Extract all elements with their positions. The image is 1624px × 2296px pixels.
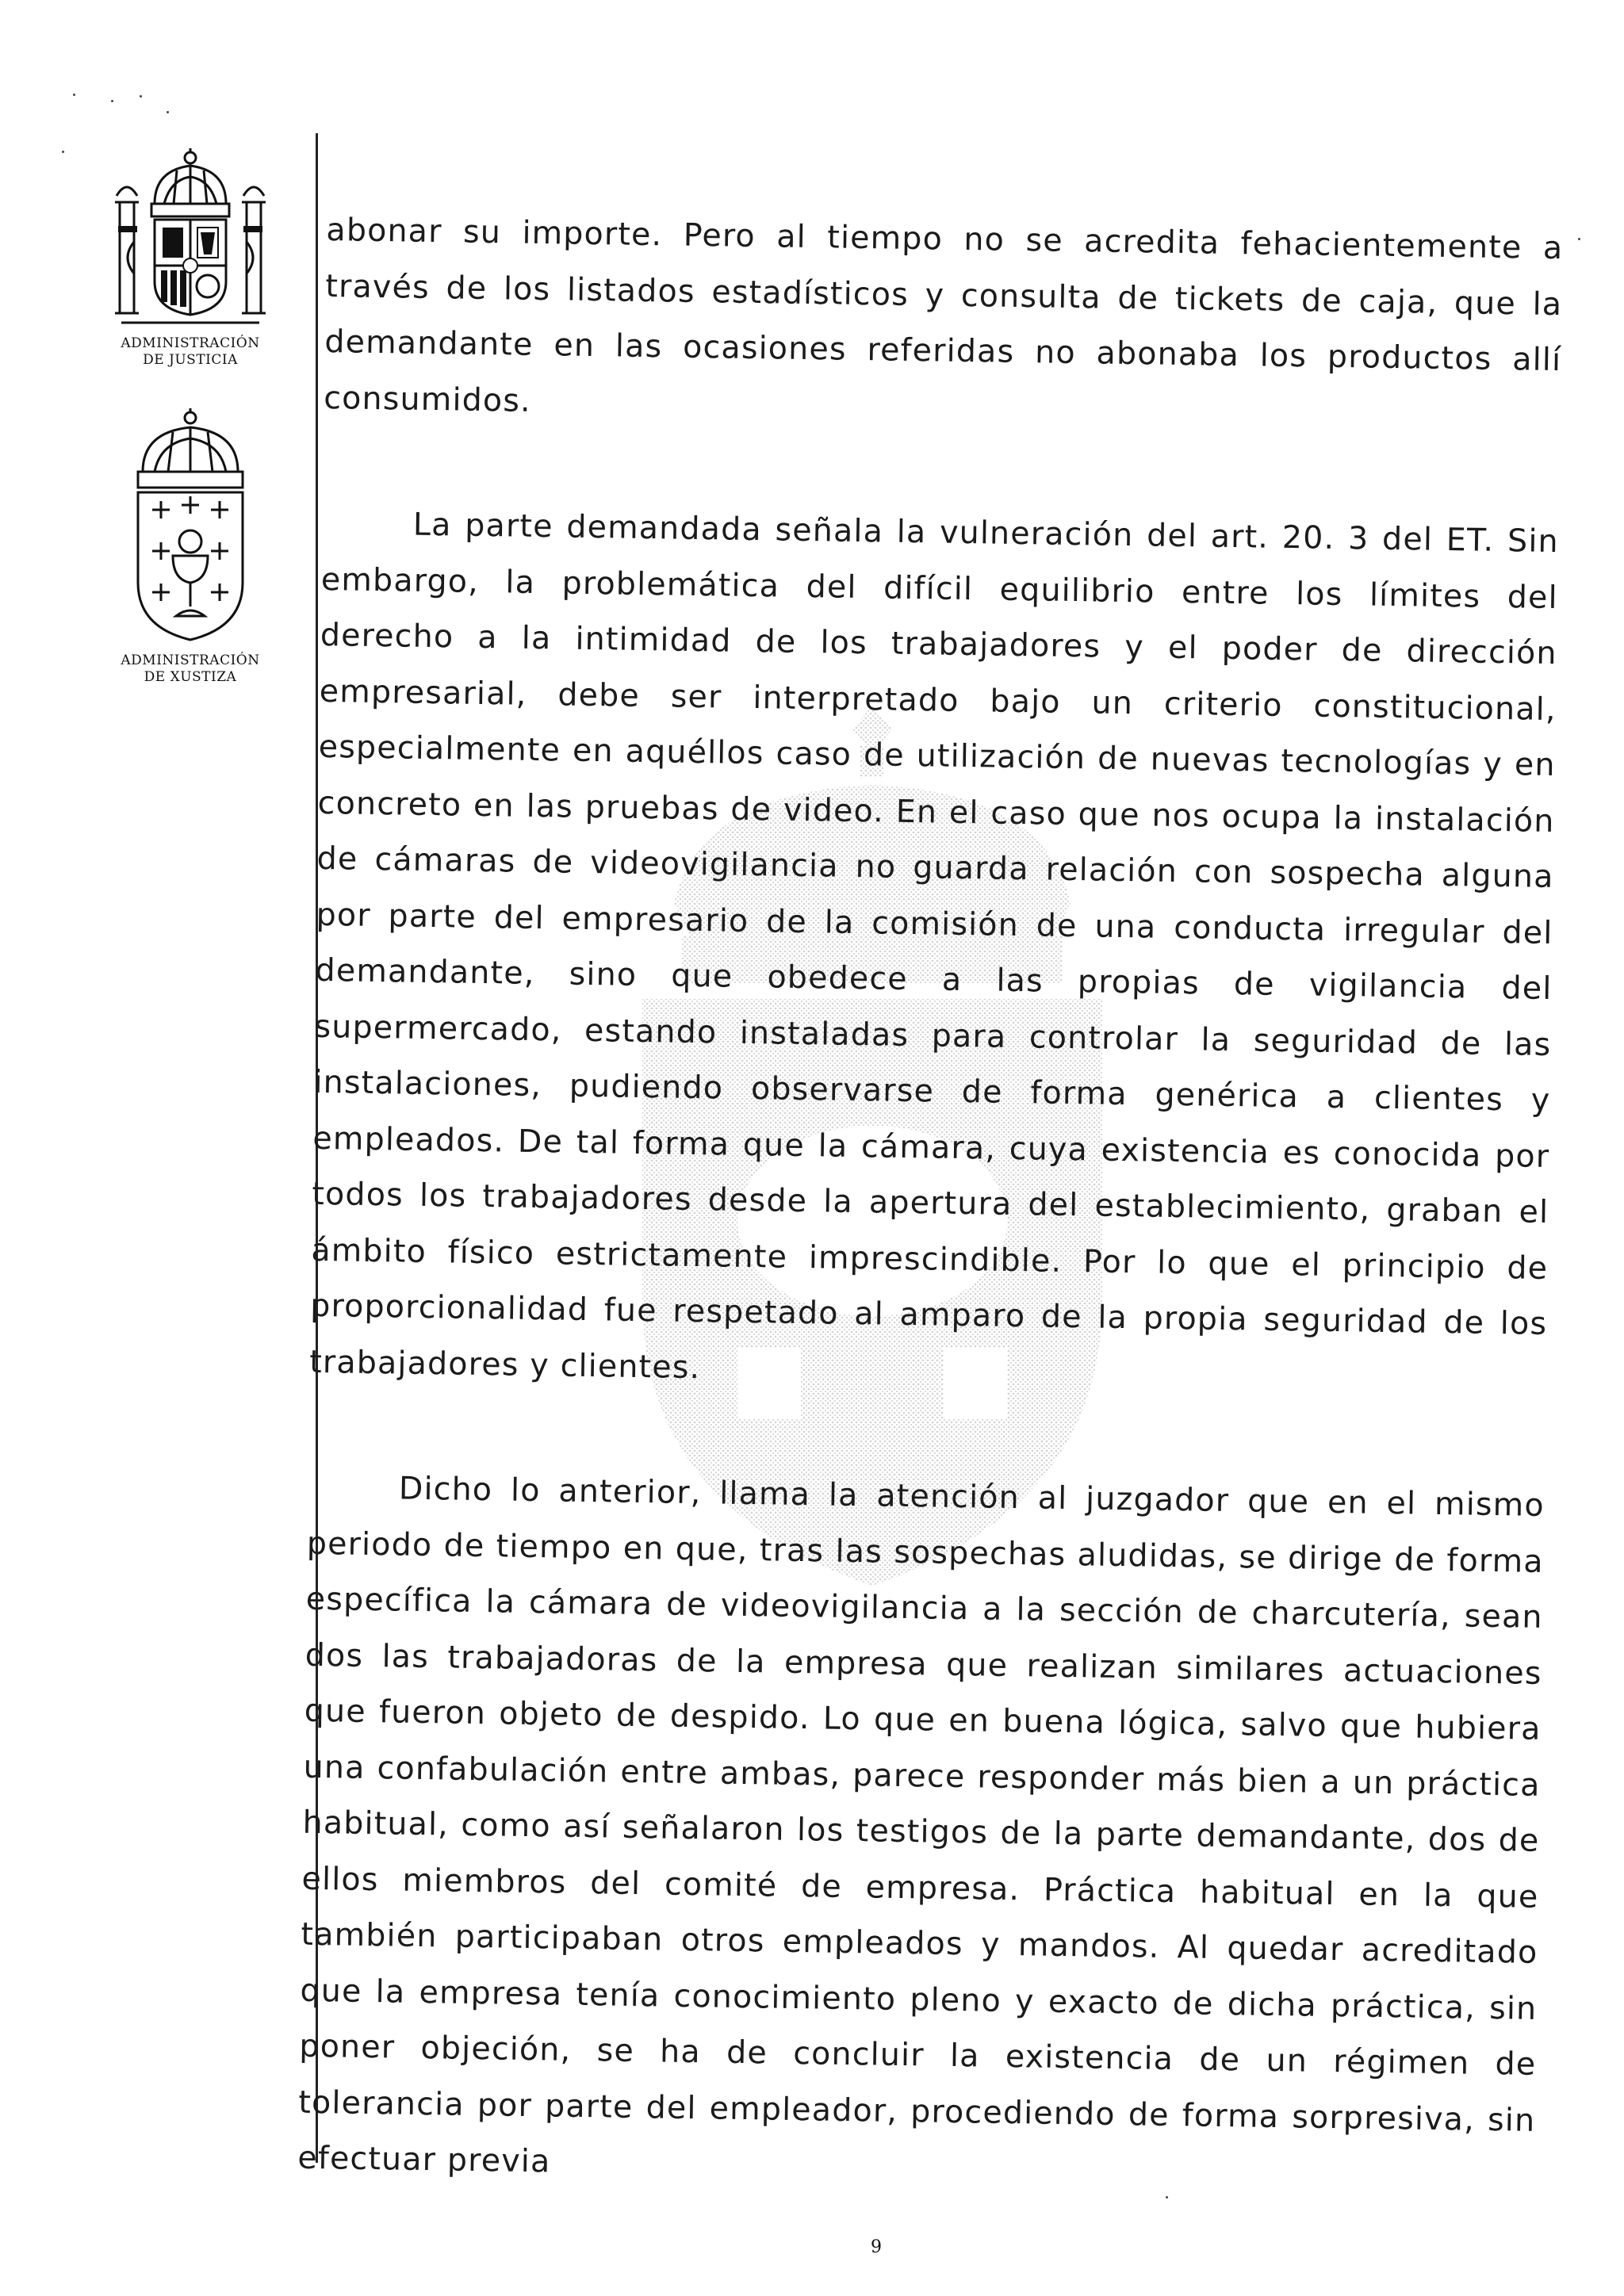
scan-speck [167, 111, 169, 113]
scan-speck [140, 95, 142, 98]
scan-speck [111, 100, 113, 102]
body-paragraph: abonar su importe. Pero al tiempo no se acredita fehacientemente a través de los listados estadísticos y consulta de tickets de caja, que la demandante en las ocasiones referidas no abonaba los productos allí consumidos. [324, 211, 1564, 419]
scan-speck [73, 94, 75, 96]
body-paragraph: Dicho lo anterior, llama la atención al juzgador que en el mismo periodo de tiempo en que, tras las sospechas aludidas, se dirige de forma específica la cámara de videovigilancia a la sección de charcutería, sean dos las trabajadoras de la empresa que realizan similares actuaciones que fueron objeto de despido. Lo que en buena lógica, salvo que hubiera una confabulación entre ambas, parece responder más bien a un práctica habitual, como así señalaron los testigos de la parte demandante, dos de ellos miembros del comité de empresa. Práctica habitual en la que también participaban otros empleados y mandos. Al quedar acreditado que la empresa tenía conocimiento pleno y exacto de dicha práctica, sin poner objeción, se ha de concluir la existencia de un régimen de tolerancia por parte del empleador, procediendo de forma sorpresiva, sin efectuar previa [297, 1470, 1545, 2180]
seal-justicia [95, 147, 285, 369]
seal-justicia-caption [95, 335, 285, 369]
page-number: 9 [871, 2237, 882, 2257]
body-text [297, 202, 1564, 2204]
scan-speck [62, 151, 64, 153]
body-paragraph: La parte demandada señala la vulneración del art. 20. 3 del ET. Sin embargo, la problemática del difícil equilibrio entre los límites del derecho a la intimidad de los trabajadores y el poder de dirección empresarial, debe ser interpretado bajo un criterio constitucional, especialmente en aquéllos caso de utilización de nuevas tecnologías y en concreto en las pruebas de video. En el caso que nos ocupa la instalación de cámaras de videovigilancia no guarda relación con sospecha alguna por parte del empresario de la comisión de una conducta irregular del demandante, sino que obedece a las propias de vigilancia del supermercado, estando instaladas para controlar la seguridad de las instalaciones, pudiendo observarse de forma genérica a clientes y empleados. De tal forma que la cámara, cuya existencia es conocida por todos los trabajadores desde la apertura del establecimiento, graban el ámbito físico estrictamente imprescindible. Por lo que el principio de proporcionalidad fue respetado al amparo de la propia seguridad de los trabajadores y clientes. [308, 506, 1560, 1386]
seal-justicia-caption-line1: ADMINISTRACIÓN [121, 335, 260, 351]
spain-coat-of-arms-icon [107, 147, 274, 329]
scan-speck [1578, 238, 1580, 240]
seal-xustiza-caption-line2: DE XUSTIZA [144, 669, 237, 685]
seal-justicia-caption-line2: DE JUSTICIA [143, 352, 238, 368]
galicia-coat-of-arms-icon [111, 408, 270, 646]
seal-xustiza-caption [95, 652, 285, 686]
seal-xustiza-caption-line1: ADMINISTRACIÓN [121, 652, 260, 668]
seal-xustiza [95, 408, 285, 686]
